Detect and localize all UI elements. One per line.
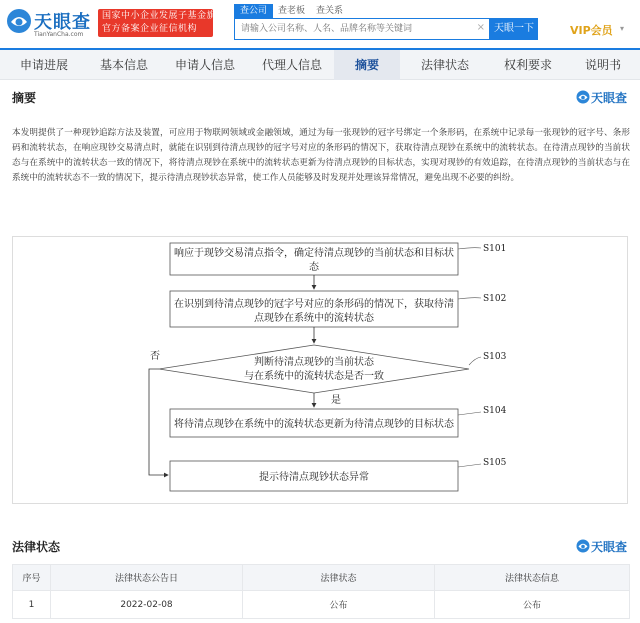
cell-status-info: 公布 xyxy=(435,591,630,619)
step-s101-label: S101 xyxy=(483,244,507,254)
tianyancha-logo-icon xyxy=(576,539,590,553)
gov-badge-line-2: 官方备案企业征信机构 xyxy=(102,24,198,34)
tab-basic-info[interactable]: 基本信息 xyxy=(99,58,148,72)
tianyancha-logo-icon xyxy=(576,90,590,104)
site-logo[interactable] xyxy=(6,6,96,40)
step-s102-line-2: 点现钞在系统中的流转状态 xyxy=(254,313,374,324)
abstract-drawing xyxy=(12,236,628,504)
search-input[interactable] xyxy=(235,19,475,39)
abstract-text: 本发明提供了一种现钞追踪方法及装置，可应用于物联网领域或金融领域，通过为每一张现钞的冠字号绑定一个条形码，在系统中记录每一张现钞的冠字号、条形码和流转状态，在响应现钞交易清点时，就能在识别到待清点现钞的冠字号对应的条形码的情况下，获取待清点现钞在系统中的流转状态。在待清点现钞的当前状态与在系统中的流转状态一致的情况下，将待清点现钞在系统中的流转状态更新为待清点现钞的目标状态，实现对现钞的有效追踪，在待清点现钞的当前状态与在系统中的流转状态不一致的情况下，提示待清点现钞状态异常，使工作人员能够及时发现并处理该异常情况，避免出现不必要的纠纷。 xyxy=(12,128,630,183)
section-brand xyxy=(576,89,636,105)
tab-claims[interactable]: 权利要求 xyxy=(503,58,552,72)
table-header-row xyxy=(13,565,630,591)
cell-date: 2022-02-08 xyxy=(51,591,243,619)
column-header: 法律状态公告日 xyxy=(51,565,243,591)
brand-text: 天眼查 xyxy=(591,540,628,554)
gov-badge xyxy=(98,9,226,37)
search-box xyxy=(234,18,490,40)
chevron-down-icon[interactable]: ▾ xyxy=(620,24,625,33)
step-s103-line-2: 与在系统中的流转状态是否一致 xyxy=(244,371,384,382)
step-s103-line-1: 判断待清点现钞的当前状态 xyxy=(254,357,374,368)
step-s101-line-2: 态 xyxy=(309,262,319,273)
section-title: 法律状态 xyxy=(12,540,61,554)
yes-label: 是 xyxy=(331,395,341,406)
abstract-section-header xyxy=(0,84,640,110)
search-tab-boss[interactable]: 查老板 xyxy=(278,6,306,16)
brand-text: 天眼查 xyxy=(591,91,628,105)
cell-status: 公布 xyxy=(243,591,435,619)
search-button[interactable]: 天眼一下 xyxy=(490,18,538,40)
patent-nav-tabs xyxy=(0,50,640,80)
tab-agent-info[interactable]: 代理人信息 xyxy=(261,58,322,72)
legal-status-table xyxy=(12,564,630,619)
tianyancha-logo-icon xyxy=(6,8,32,34)
logo-domain: TianYanCha.com xyxy=(34,31,84,38)
column-header: 法律状态 xyxy=(243,565,435,591)
step-s104-line-1: 将待清点现钞在系统中的流转状态更新为待清点现钞的目标状态 xyxy=(174,419,454,430)
step-s103-decision xyxy=(159,345,469,393)
no-branch-arrow xyxy=(149,369,168,475)
logo-text: 天眼查 xyxy=(34,12,91,33)
site-header xyxy=(0,0,640,48)
tab-abstract[interactable]: 摘要 xyxy=(334,50,400,80)
step-s105-label: S105 xyxy=(483,458,507,468)
step-s105-line-1: 提示待清点现钞状态异常 xyxy=(259,472,369,483)
section-title: 摘要 xyxy=(12,91,37,105)
no-label: 否 xyxy=(150,351,160,362)
step-s103-label: S103 xyxy=(483,352,507,362)
step-s102-label: S102 xyxy=(483,294,507,304)
tab-application-progress[interactable]: 申请进展 xyxy=(19,58,68,72)
tab-description[interactable]: 说明书 xyxy=(584,58,621,72)
step-s102-line-1: 在识别到待清点现钞的冠字号对应的条形码的情况下，获取待清 xyxy=(174,299,454,310)
column-header: 法律状态信息 xyxy=(435,565,630,591)
clear-icon[interactable]: × xyxy=(476,22,485,33)
tab-legal-status[interactable]: 法律状态 xyxy=(420,58,469,72)
step-s101-line-1: 响应于现钞交易清点指令，确定待清点现钞的当前状态和目标状 xyxy=(174,248,454,259)
step-s104-label: S104 xyxy=(483,406,507,416)
section-brand xyxy=(576,538,636,554)
legal-section-header xyxy=(0,533,640,559)
gov-badge-line-1: 国家中小企业发展子基金旗下 xyxy=(102,11,226,21)
search-tab-company[interactable]: 查公司 xyxy=(234,4,273,18)
flowchart-svg xyxy=(13,237,629,505)
table-row xyxy=(13,591,630,619)
tab-applicant-info[interactable]: 申请人信息 xyxy=(174,58,235,72)
column-header: 序号 xyxy=(13,565,51,591)
vip-member-link[interactable]: VIP会员 xyxy=(570,24,613,37)
cell-index: 1 xyxy=(13,591,51,619)
search-tab-relation[interactable]: 查关系 xyxy=(316,6,344,16)
